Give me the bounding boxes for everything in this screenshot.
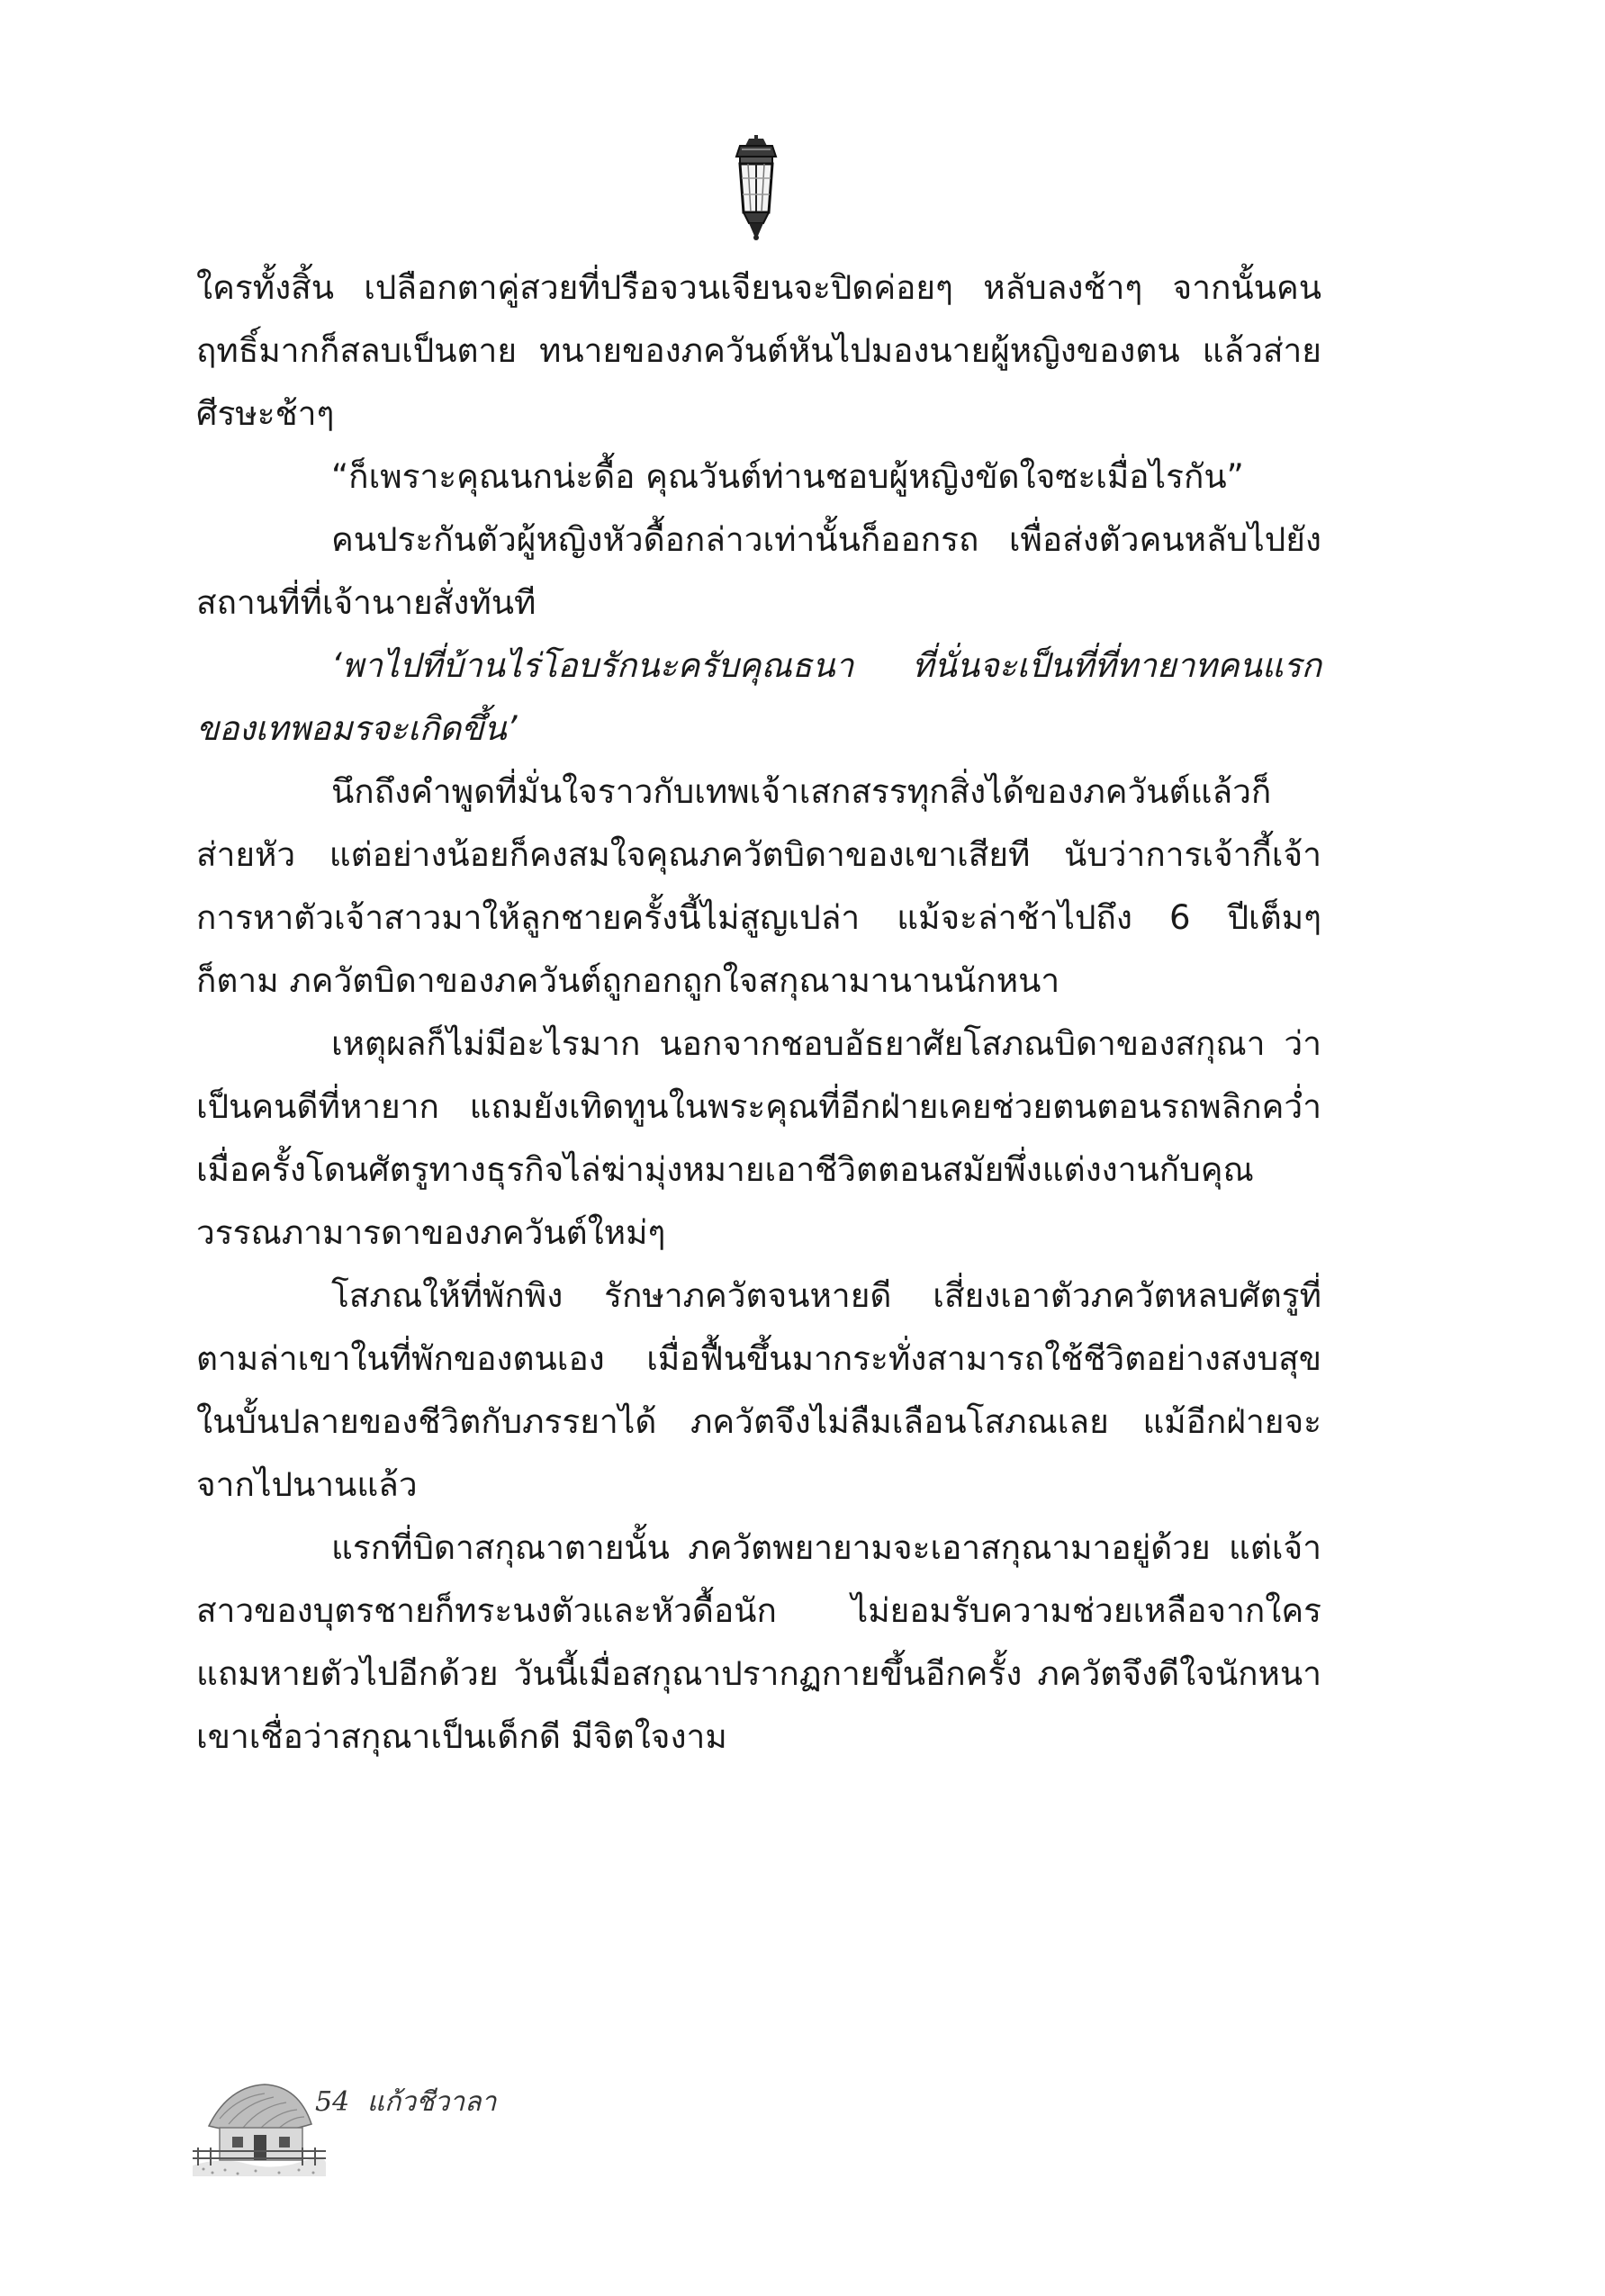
paragraph: โสภณให้ที่พักพิง รักษาภควัตจนหายดี เสี่ยงเอาตัวภควัตหลบศัตรูที่ตามล่าเขาในที่พักของตนเอง เมื่อฟื้นขึ้นมากระทั่งสามารถใช้ชีวิตอย่างสงบสุขในบั้นปลายของชีวิตกับภรรยาได้ ภควัตจึงไม่ลืมเลือนโสภณเลย แม้อีกฝ่ายจะจากไปนานแล้ว <box>196 1276 1321 1504</box>
paragraph: “ก็เพราะคุณนกน่ะดื้อ คุณวันต์ท่านชอบผู้หญิงขัดใจซะเมื่อไรกัน” <box>331 457 1244 496</box>
page-number: 54 <box>315 2086 350 2118</box>
paragraph: เหตุผลก็ไม่มีอะไรมาก นอกจากชอบอัธยาศัยโสภณบิดาของสกุณา ว่าเป็นคนดีที่หายาก แถมยังเทิดทูนในพระคุณที่อีกฝ่ายเคยช่วยตนตอนรถพลิกคว่ำ เมื่อครั้งโดนศัตรูทางธุรกิจไล่ฆ่ามุ่งหมายเอาชีวิตตอนสมัยพึ่งแต่งงานกับคุณวรรณภามารดาของภควันต์ใหม่ๆ <box>196 1024 1321 1252</box>
body-text <box>196 257 1321 1769</box>
book-title: แก้วชีวาลา <box>366 2086 497 2118</box>
cottage-icon <box>193 2079 326 2176</box>
lantern-icon <box>727 135 785 241</box>
paragraph: แรกที่บิดาสกุณาตายนั้น ภควัตพยายามจะเอาสกุณามาอยู่ด้วย แต่เจ้าสาวของบุตรชายก็ทระนงตัวและหัวดื้อนัก ไม่ยอมรับความช่วยเหลือจากใคร แถมหายตัวไปอีกด้วย วันนี้เมื่อสกุณาปรากฏกายขึ้นอีกครั้ง ภควัตจึงดีใจนักหนา เขาเชื่อว่าสกุณาเป็นเด็กดี มีจิตใจงาม <box>196 1528 1321 1756</box>
paragraph-italic: ‘พาไปที่บ้านไร่โอบรักนะครับคุณธนา ที่นั่นจะเป็นที่ที่ทายาทคนแรกของเทพอมรจะเกิดขึ้น’ <box>196 646 1321 748</box>
paragraph: คนประกันตัวผู้หญิงหัวดื้อกล่าวเท่านั้นก็ออกรถ เพื่อส่งตัวคนหลับไปยังสถานที่ที่เจ้านายสั่งทันที <box>196 520 1321 622</box>
paragraph: ใครทั้งสิ้น เปลือกตาคู่สวยที่ปรือจวนเจียนจะปิดค่อยๆ หลับลงช้าๆ จากนั้นคนฤทธิ์มากก็สลบเป็นตาย ทนายของภควันต์หันไปมองนายผู้หญิงของตน แล้วส่ายศีรษะช้าๆ <box>196 268 1321 433</box>
page-footer <box>315 2086 496 2119</box>
paragraph: นึกถึงคำพูดที่มั่นใจราวกับเทพเจ้าเสกสรรทุกสิ่งได้ของภควันต์แล้วก็ส่ายหัว แต่อย่างน้อยก็คงสมใจคุณภควัตบิดาของเขาเสียที นับว่าการเจ้ากี้เจ้าการหาตัวเจ้าสาวมาให้ลูกชายครั้งนี้ไม่สูญเปล่า แม้จะล่าช้าไปถึง 6 ปีเต็มๆ ก็ตาม ภควัตบิดาของภควันต์ถูกอกถูกใจสกุณามานานนักหนา <box>196 772 1321 1000</box>
